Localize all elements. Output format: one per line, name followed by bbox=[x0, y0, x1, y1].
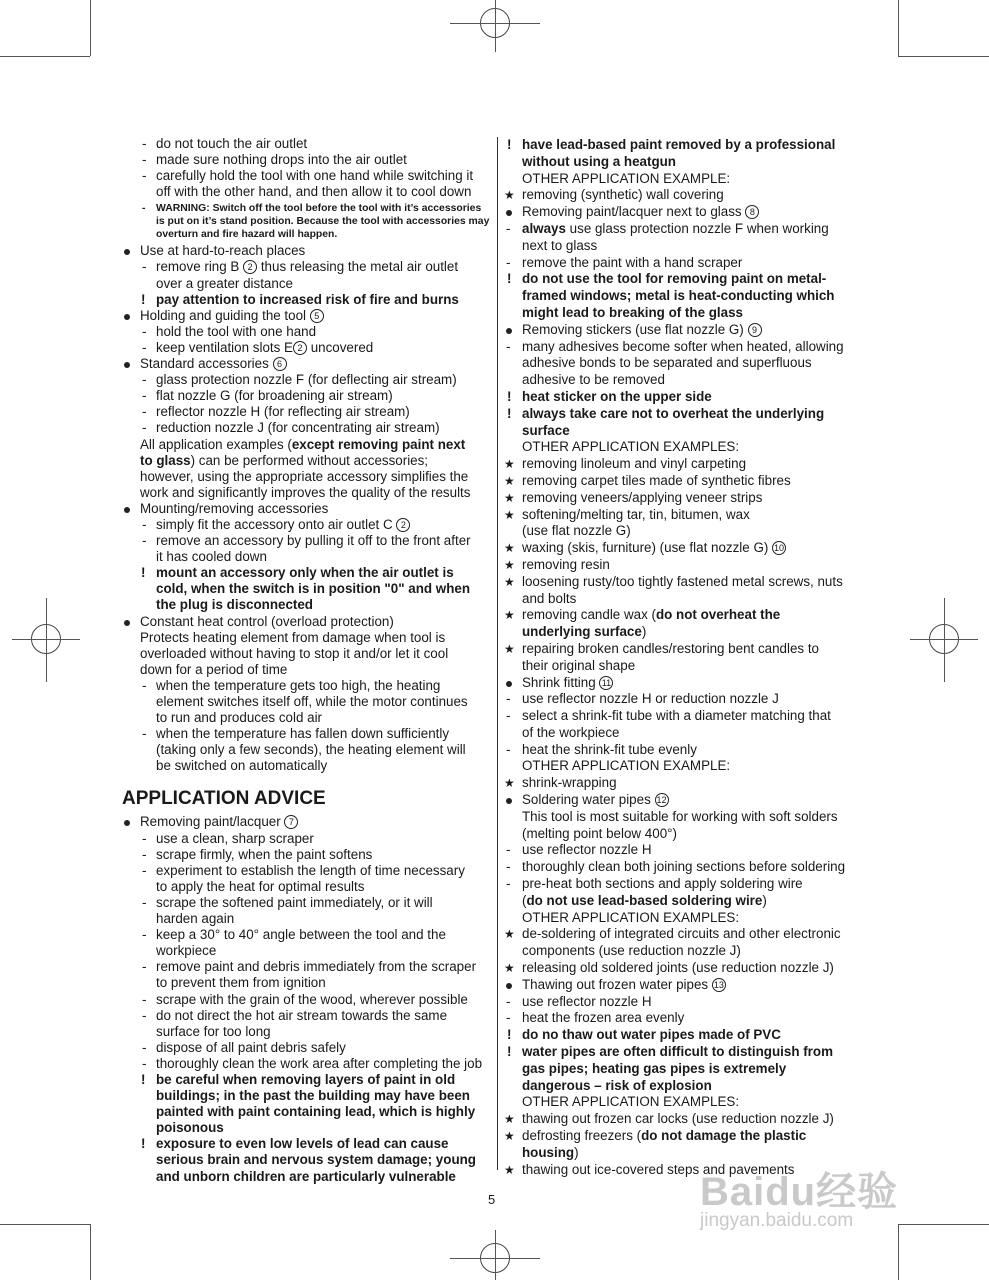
caution-note: ! exposure to even low levels of lead can cause bbox=[122, 1136, 490, 1152]
list-item: - remove the paint with a hand scraper bbox=[506, 254, 743, 270]
list-item: - heat the frozen area evenly bbox=[506, 1010, 685, 1026]
list-item: - scrape the softened paint immediately, or it will bbox=[122, 895, 490, 911]
crop-mark bbox=[898, 1224, 989, 1225]
list-item: - remove ring B 2 thus releasing the metal air outlet bbox=[122, 259, 490, 275]
section-shrink-fitting: Shrink fitting 11 bbox=[504, 675, 874, 692]
list-item: - use a clean, sharp scraper bbox=[122, 831, 490, 847]
figure-ref: 13 bbox=[713, 979, 724, 990]
examples-heading: OTHER APPLICATION EXAMPLES: bbox=[522, 439, 740, 455]
list-item: (taking only a few seconds), the heating element will bbox=[156, 742, 466, 758]
example-item: ★ repairing broken candles/restoring bent candles to bbox=[504, 641, 874, 658]
column-divider bbox=[497, 137, 498, 1170]
list-item: - remove paint and debris immediately from the scraper bbox=[122, 959, 490, 975]
caution-note: ! mount an accessory only when the air outlet is bbox=[122, 565, 490, 581]
list-item: - thoroughly clean both joining sections before soldering bbox=[506, 859, 846, 875]
list-item: - do not direct the hot air stream towards the same bbox=[122, 1008, 490, 1024]
paragraph: All application examples (except removing paint next bbox=[140, 436, 466, 452]
section-use-hard-to-reach: Use at hard-to-reach places bbox=[122, 243, 490, 259]
list-item: - use reflector nozzle H bbox=[506, 993, 652, 1009]
list-item: - thoroughly clean the work area after completing the job bbox=[122, 1056, 490, 1072]
list-item: next to glass bbox=[522, 237, 598, 253]
section-removing-stickers: Removing stickers (use flat nozzle G) 9 bbox=[504, 322, 874, 339]
list-item: adhesive bonds to be separated and superfluous bbox=[522, 355, 812, 371]
paragraph: (melting point below 400°) bbox=[522, 825, 677, 841]
caution-note: buildings; in the past the building may have been bbox=[156, 1088, 470, 1104]
caution-note: painted with paint containing lead, which is highly bbox=[156, 1104, 476, 1120]
list-item: - remove an accessory by pulling it off to the front after bbox=[122, 533, 490, 549]
crop-mark bbox=[898, 56, 989, 57]
example-item: housing) bbox=[522, 1144, 579, 1160]
paragraph: overloaded without having to stop it and/or let it cool bbox=[140, 645, 449, 661]
section-constant-heat-control: Constant heat control (overload protection) bbox=[122, 614, 490, 630]
figure-ref: 7 bbox=[284, 815, 298, 829]
caution-note: poisonous bbox=[156, 1120, 224, 1136]
example-item: ★ waxing (skis, furniture) (use flat nozzle G) 10 bbox=[504, 540, 874, 557]
example-item: ★ loosening rusty/too tightly fastened metal screws, nuts bbox=[504, 574, 874, 591]
list-item: - hold the tool with one hand bbox=[122, 324, 490, 340]
list-item: - carefully hold the tool with one hand while switching it bbox=[122, 168, 490, 184]
list-item: - simply fit the accessory onto air outlet C 2 bbox=[122, 517, 490, 533]
list-item: harden again bbox=[156, 911, 235, 927]
list-item: - experiment to establish the length of time necessary bbox=[122, 863, 490, 879]
figure-ref: 2 bbox=[396, 518, 410, 532]
list-item: - scrape with the grain of the wood, wherever possible bbox=[122, 992, 490, 1008]
caution-note: framed windows; metal is heat-conducting which bbox=[522, 288, 835, 304]
example-item: their original shape bbox=[522, 657, 636, 673]
caution-note: ! be careful when removing layers of paint in old bbox=[122, 1072, 490, 1088]
list-item: - dispose of all paint debris safely bbox=[122, 1040, 490, 1056]
caution-note: the plug is disconnected bbox=[156, 597, 313, 613]
list-item: - scrape firmly, when the paint softens bbox=[122, 847, 490, 863]
warning-text: - WARNING: Switch off the tool before the tool with it’s accessories bbox=[142, 203, 482, 215]
example-item: ★ defrosting freezers (do not damage the plastic bbox=[504, 1128, 874, 1145]
watermark-url: jingyan.baidu.com bbox=[700, 1210, 854, 1231]
caution-note: ! do no thaw out water pipes made of PVC bbox=[504, 1027, 874, 1044]
list-item: - flat nozzle G (for broadening air stream) bbox=[122, 388, 490, 404]
list-item: - glass protection nozzle F (for deflecting air stream) bbox=[122, 372, 490, 388]
example-item: ★ softening/melting tar, tin, bitumen, wax bbox=[504, 507, 874, 524]
list-item: element switches itself off, while the motor continues bbox=[156, 694, 468, 709]
caution-note: might lead to breaking of the glass bbox=[522, 304, 743, 320]
watermark bbox=[700, 1160, 899, 1231]
list-item: - pre-heat both sections and apply soldering wire bbox=[506, 876, 803, 892]
crop-mark bbox=[898, 1224, 899, 1280]
list-item: over a greater distance bbox=[156, 275, 293, 291]
list-item: to apply the heat for optimal results bbox=[156, 878, 365, 894]
crop-mark bbox=[90, 1224, 91, 1280]
page-number: 5 bbox=[488, 1192, 496, 1207]
example-item: ★ removing carpet tiles made of synthetic fibres bbox=[504, 473, 874, 490]
examples-heading: OTHER APPLICATION EXAMPLE: bbox=[522, 758, 731, 774]
list-item: surface for too long bbox=[156, 1023, 271, 1039]
caution-note: ! water pipes are often difficult to distinguish from bbox=[504, 1044, 874, 1061]
paragraph: however, using the appropriate accessory simplifies the bbox=[140, 468, 469, 484]
example-item: ★ de-soldering of integrated circuits and other electronic bbox=[504, 926, 874, 943]
paragraph: down for a period of time bbox=[140, 661, 288, 677]
figure-ref: 9 bbox=[748, 323, 762, 337]
caution-note: surface bbox=[522, 422, 570, 438]
list-item: to run and produces cold air bbox=[156, 710, 322, 726]
paragraph: to glass) can be performed without accessories; bbox=[140, 452, 429, 468]
example-item: ★ removing (synthetic) wall covering bbox=[504, 187, 874, 204]
list-item: (do not use lead-based soldering wire) bbox=[522, 892, 767, 908]
example-item: ★ removing candle wax (do not overheat the bbox=[504, 607, 874, 624]
section-soldering-pipes: Soldering water pipes 12 bbox=[504, 792, 874, 809]
list-item: - when the temperature has fallen down sufficiently bbox=[122, 726, 490, 742]
list-item: - select a shrink-fit tube with a diameter matching that bbox=[506, 708, 831, 724]
caution-note: ! have lead-based paint removed by a professional bbox=[504, 137, 874, 154]
list-item: - reflector nozzle H (for reflecting air stream) bbox=[122, 404, 490, 420]
registration-mark-right bbox=[944, 598, 945, 682]
right-column bbox=[504, 137, 874, 1178]
list-item: it has cooled down bbox=[156, 549, 267, 565]
caution-note: ! do not use the tool for removing paint on metal- bbox=[504, 271, 874, 288]
watermark-logo: Baidu经验 bbox=[700, 1170, 899, 1214]
figure-ref: 11 bbox=[599, 676, 613, 690]
caution-note: serious brain and nervous system damage; young bbox=[156, 1152, 476, 1168]
caution-note: gas pipes; heating gas pipes is extremely bbox=[522, 1060, 787, 1076]
figure-ref: 12 bbox=[656, 795, 667, 806]
example-item: ★ shrink-wrapping bbox=[504, 775, 874, 792]
section-removing-paint: Removing paint/lacquer 7 bbox=[122, 814, 490, 830]
list-item: - when the temperature gets too high, the heating bbox=[122, 678, 490, 694]
example-item: ★ removing resin bbox=[504, 557, 874, 574]
list-item: off with the other hand, and then allow it to cool down bbox=[156, 184, 472, 200]
list-item: - use reflector nozzle H bbox=[506, 842, 652, 858]
warning-text: overturn and fire hazard will happen. bbox=[156, 229, 338, 241]
paragraph: Protects heating element from damage when tool is bbox=[140, 629, 446, 645]
example-item: ★ thawing out frozen car locks (use reduction nozzle J) bbox=[504, 1111, 874, 1128]
caution-note: and unborn children are particularly vulnerable bbox=[156, 1168, 456, 1184]
section-holding-tool: Holding and guiding the tool 5 bbox=[122, 308, 490, 324]
list-item: workpiece bbox=[156, 943, 217, 959]
examples-heading: OTHER APPLICATION EXAMPLES: bbox=[522, 909, 740, 925]
list-item: - made sure nothing drops into the air outlet bbox=[122, 152, 490, 168]
caution-note: ! heat sticker on the upper side bbox=[504, 389, 874, 406]
crop-mark bbox=[90, 0, 91, 56]
example-item: ★ thawing out ice-covered steps and pavements bbox=[504, 1162, 874, 1179]
list-item: - do not touch the air outlet bbox=[122, 136, 490, 152]
figure-ref: 10 bbox=[774, 543, 785, 554]
crop-mark bbox=[0, 56, 90, 57]
warning-text: is put on it’s stand position. Because the tool with accessories may bbox=[156, 216, 490, 228]
section-paint-next-to-glass: Removing paint/lacquer next to glass 8 bbox=[504, 204, 874, 221]
registration-mark-top bbox=[495, 0, 496, 52]
paragraph: work and significantly improves the quality of the results bbox=[140, 484, 471, 500]
paragraph: This tool is most suitable for working with soft solders bbox=[522, 808, 838, 824]
registration-mark-left bbox=[46, 598, 47, 682]
crop-mark bbox=[0, 1224, 90, 1225]
left-column bbox=[122, 136, 490, 1185]
section-mounting-accessories: Mounting/removing accessories bbox=[122, 501, 490, 517]
list-item: - always use glass protection nozzle F when working bbox=[506, 220, 829, 236]
figure-ref: 8 bbox=[745, 205, 759, 219]
figure-ref: 2 bbox=[243, 260, 257, 274]
example-item: components (use reduction nozzle J) bbox=[522, 943, 741, 959]
section-standard-accessories: Standard accessories 6 bbox=[122, 356, 490, 372]
registration-mark-bottom bbox=[495, 1230, 496, 1280]
example-item: (use flat nozzle G) bbox=[522, 523, 631, 539]
caution-note: without using a heatgun bbox=[522, 153, 676, 169]
crop-mark bbox=[898, 0, 899, 56]
list-item: adhesive to be removed bbox=[522, 372, 665, 388]
example-item: ★ removing veneers/applying veneer strips bbox=[504, 490, 874, 507]
section-thawing-pipes: Thawing out frozen water pipes 13 bbox=[504, 977, 874, 994]
list-item: of the workpiece bbox=[522, 724, 620, 740]
examples-heading: OTHER APPLICATION EXAMPLES: bbox=[522, 1094, 740, 1110]
list-item: - many adhesives become softer when heated, allowing bbox=[506, 338, 844, 354]
caution-note: ! always take care not to overheat the underlying bbox=[504, 406, 874, 423]
list-item: to prevent them from ignition bbox=[156, 975, 326, 991]
example-item: ★ releasing old soldered joints (use reduction nozzle J) bbox=[504, 960, 874, 977]
caution-note: cold, when the switch is in position "0" and when bbox=[156, 581, 471, 597]
list-item: be switched on automatically bbox=[156, 758, 328, 774]
section-heading: APPLICATION ADVICE bbox=[122, 788, 326, 810]
caution-note: dangerous – risk of explosion bbox=[522, 1077, 712, 1093]
example-item: ★ removing linoleum and vinyl carpeting bbox=[504, 456, 874, 473]
list-item: - use reflector nozzle H or reduction nozzle J bbox=[506, 691, 779, 707]
figure-ref: 2 bbox=[293, 341, 307, 355]
caution-note: ! pay attention to increased risk of fire and burns bbox=[122, 292, 490, 308]
list-item: - reduction nozzle J (for concentrating air stream) bbox=[122, 420, 490, 436]
figure-ref: 6 bbox=[273, 357, 287, 371]
list-item: - keep a 30° to 40° angle between the tool and the bbox=[122, 927, 490, 943]
example-item: underlying surface) bbox=[522, 624, 647, 640]
list-item: - heat the shrink-fit tube evenly bbox=[506, 741, 697, 757]
examples-heading: OTHER APPLICATION EXAMPLE: bbox=[522, 170, 731, 186]
list-item: - keep ventilation slots E 2 uncovered bbox=[122, 340, 490, 356]
figure-ref: 5 bbox=[310, 309, 324, 323]
example-item: and bolts bbox=[522, 590, 577, 606]
